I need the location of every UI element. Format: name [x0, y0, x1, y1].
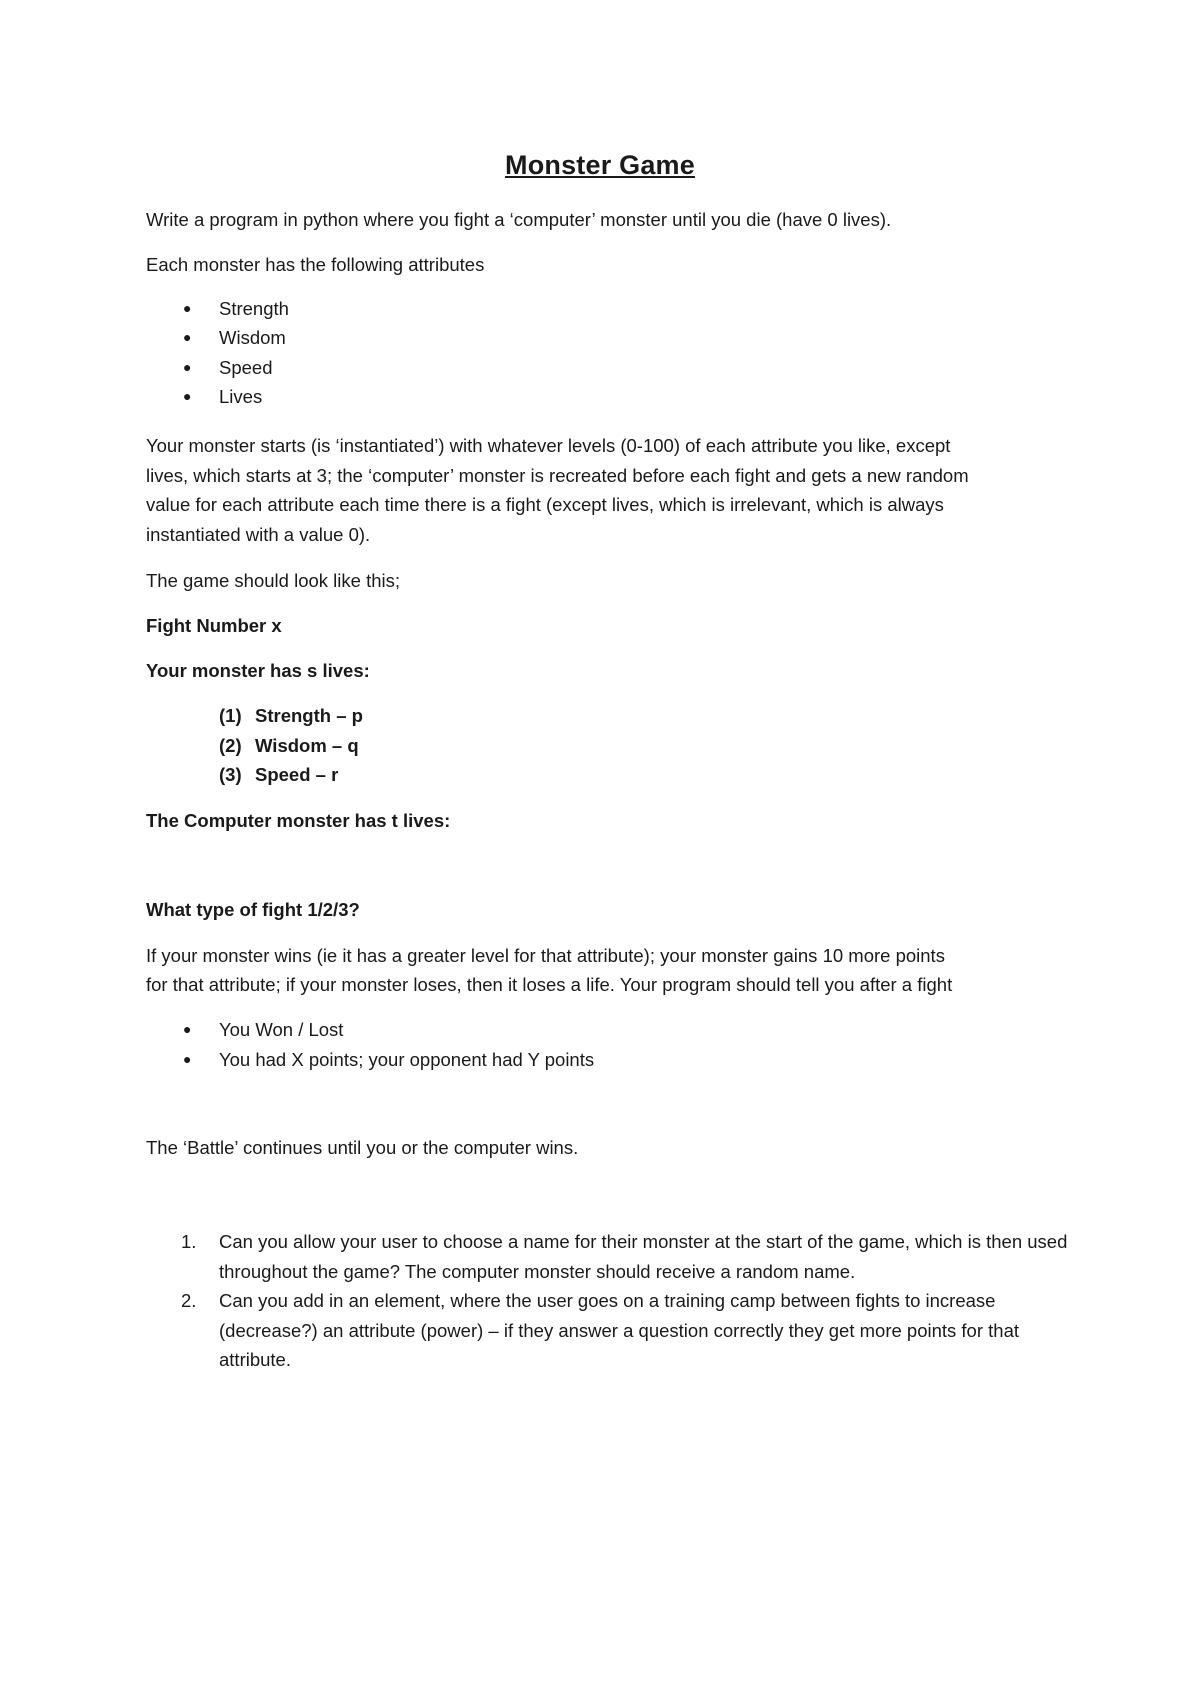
list-item: You had X points; your opponent had Y points: [219, 1049, 595, 1070]
text-line: If your monster wins (ie it has a greater level for that attribute); your monster gains 10 more points: [146, 945, 945, 966]
page-title: Monster Game: [505, 150, 695, 180]
fight-type-line: What type of fight 1/2/3?: [146, 899, 360, 920]
fight-number-line: Fight Number x: [146, 615, 282, 636]
attributes-heading: Each monster has the following attributes: [146, 254, 485, 275]
text-line: lives, which starts at 3; the ‘computer’ monster is recreated before each fight and gets a new random: [146, 465, 969, 486]
bullet-icon: ●: [183, 1021, 192, 1037]
bullet-icon: ●: [183, 1051, 192, 1067]
option-text: Strength – p: [255, 705, 363, 726]
list-item: Lives: [219, 386, 263, 407]
text-line: instantiated with a value 0).: [146, 524, 371, 545]
list-number: 1.: [181, 1231, 197, 1252]
list-item: Speed: [219, 357, 273, 378]
option-text: Wisdom – q: [255, 735, 359, 756]
computer-lives-line: The Computer monster has t lives:: [146, 810, 451, 831]
text-line: for that attribute; if your monster loses, then it loses a life. Your program should tell you after a fight: [146, 974, 953, 995]
list-item: Wisdom: [219, 327, 286, 348]
list-item: Can you allow your user to choose a name for their monster at the start of the game, which is then used throughout the game? The computer monster should receive a random name.: [219, 1231, 1068, 1282]
game-look-line: The game should look like this;: [146, 570, 400, 591]
option-text: Speed – r: [255, 764, 339, 785]
intro-paragraph: Write a program in python where you fight a ‘computer’ monster until you die (have 0 lives).: [146, 209, 892, 230]
bullet-icon: ●: [183, 300, 192, 316]
list-item: Can you add in an element, where the user goes on a training camp between fights to increase (decrease?) an attribute (power) – if they answer a question correctly they get more points for that attribute.: [219, 1290, 1020, 1370]
text-line: Your monster starts (is ‘instantiated’) with whatever levels (0-100) of each attribute you like, except: [146, 435, 951, 456]
your-lives-line: Your monster has s lives:: [146, 660, 370, 681]
bullet-icon: ●: [183, 388, 192, 404]
option-number: (2): [219, 735, 242, 756]
list-item: You Won / Lost: [219, 1019, 344, 1040]
list-item: Strength: [219, 298, 289, 319]
bullet-icon: ●: [183, 359, 192, 375]
text-line: value for each attribute each time there is a fight (except lives, which is irrelevant, which is always: [146, 494, 944, 515]
option-number: (3): [219, 764, 242, 785]
battle-line: The ‘Battle’ continues until you or the computer wins.: [146, 1137, 579, 1158]
bullet-icon: ●: [183, 329, 192, 345]
option-number: (1): [219, 705, 242, 726]
list-number: 2.: [181, 1290, 197, 1311]
